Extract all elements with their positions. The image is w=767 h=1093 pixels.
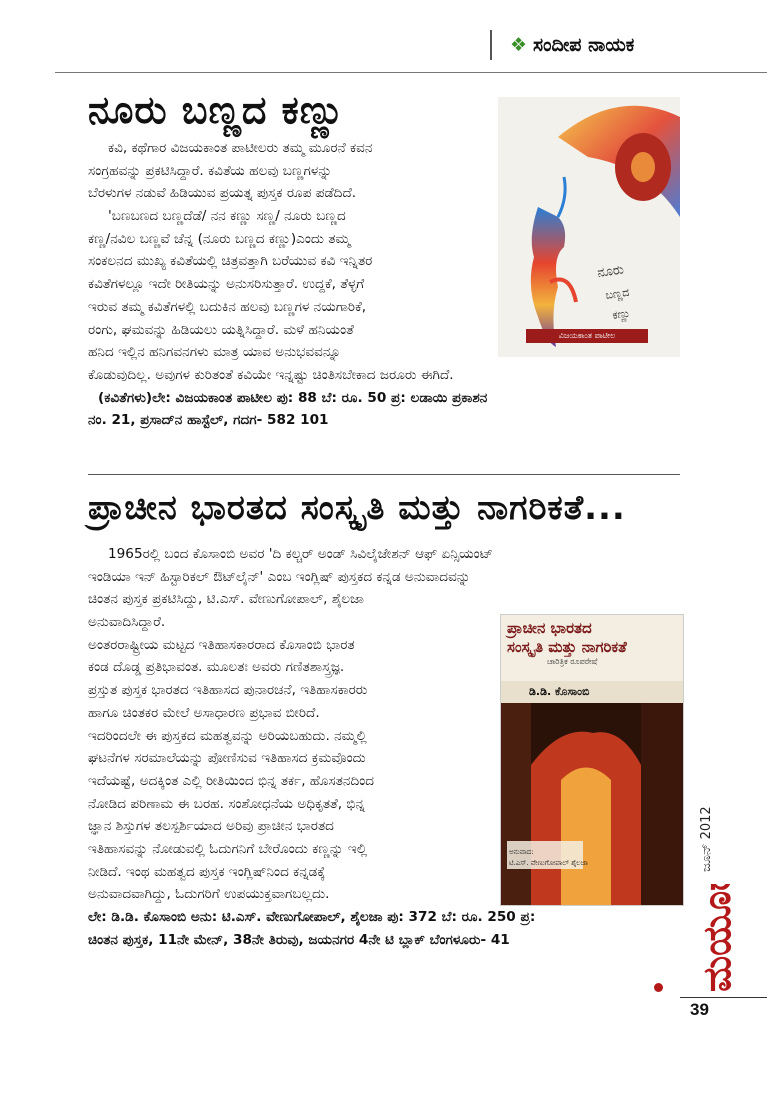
text-line: ಹನಿದ ಇಲ್ಲಿನ ಹನಿಗವನಗಳು ಮಾತ್ರ ಯಾವ ಅನುಭವವನ್ನೂ <box>88 344 341 361</box>
cover-2-title: ಪ್ರಾಚೀನ ಭಾರತದ ಸಂಸ್ಕೃತಿ ಮತ್ತು ನಾಗರಿಕತೆ ಚಾರಿತ್ರಿಕ ರೂಪರೇಷೆ <box>507 619 627 666</box>
text-line: ಅನುವಾದಿಸಿದ್ದಾರೆ. <box>88 614 166 631</box>
book-details-line: ಲೇ: ಡಿ.ಡಿ. ಕೊಸಾಂಬಿ ಅನು: ಟಿ.ಎಸ್. ವೇಣುಗೋಪಾಲ್, ಶೈಲಜಾ ಪು: 372 ಬೆ: ರೂ. 250 ಪ್ರ: <box>88 909 536 925</box>
book-cover-1 <box>498 97 680 357</box>
text-line: 'ಬಣಬಣದ ಬಣ್ಣದೆಡೆ/ ನನ ಕಣ್ಣು ಸಣ್ಣ/ ನೂರು ಬಣ್ಣದ <box>108 208 346 225</box>
column-author <box>510 34 634 56</box>
svg-text:ನೂರು: ನೂರು <box>596 262 625 281</box>
cover-2-translators: ಅನುವಾದ: ಟಿ.ಎಸ್. ವೇಣುಗೋಪಾಲ್ ಶೈಲಜಾ <box>509 848 588 867</box>
text-line: ಬೆರಳುಗಳ ನಡುವೆ ಹಿಡಿಯುವ ಪ್ರಯತ್ನ ಪುಸ್ತಕ ರೂಪ ಪಡೆದಿದೆ. <box>88 185 357 202</box>
text-line: ಕಣ್ಣ/ನವಿಲ ಬಣ್ಣವೆ ಚೆನ್ನ (ನೂರು ಬಣ್ಣದ ಕಣ್ಣು)ಎಂದು ತಮ್ಮ <box>88 230 351 247</box>
magazine-logo-art <box>694 884 738 994</box>
text-line: ಜ್ಞಾನ ಶಿಸ್ತುಗಳ ತಲಸ್ಪರ್ಶಿಯಾದ ಅರಿವು ಪ್ರಾಚೀನ ಭಾರತದ <box>88 818 334 835</box>
svg-text:ಬಣ್ಣದ: ಬಣ್ಣದ <box>604 285 631 302</box>
article1-title: ನೂರು ಬಣ್ಣದ ಕಣ್ಣು <box>88 88 346 132</box>
author-name: ಸಂದೀಪ ನಾಯಕ <box>533 34 635 56</box>
text-line: ಪ್ರಸ್ತುತ ಪುಸ್ತಕ ಭಾರತದ ಇತಿಹಾಸದ ಪುನಾರಚನೆ, ಇತಿಹಾಸಕಾರರು <box>88 682 368 699</box>
cover-1-illustration <box>498 97 680 357</box>
text-line: ಕವಿ, ಕಥೆಗಾರ ವಿಜಯಕಾಂತ ಪಾಟೀಲರು ತಮ್ಮ ಮೂರನೆ ಕವನ <box>108 140 373 156</box>
text-line: ಇದರಿಂದಲೇ ಈ ಪುಸ್ತಕದ ಮಹತ್ವವನ್ನು ಅರಿಯಬಹುದು. ನಮ್ಮಲ್ಲಿ <box>88 727 367 744</box>
text-line: ಕವಿತೆಗಳಲ್ಲೂ ಇದೇ ರೀತಿಯನ್ನು ಅನುಸರಿಸುತ್ತಾರೆ. ಉದ್ದಕೆ, ತೆಳ್ಳಗೆ <box>88 276 365 293</box>
text-line: ಅನುವಾದವಾಗಿದ್ದು, ಓದುಗರಿಗೆ ಉಪಯುಕ್ತವಾಗಬಲ್ಲದು. <box>88 886 330 903</box>
article-divider <box>88 474 680 475</box>
text-line: 1965ರಲ್ಲಿ ಬಂದ ಕೊಸಾಂಬಿ ಅವರ 'ದಿ ಕಲ್ಚರ್ ಅಂಡ್ ಸಿವಿಲೈಜೇಶನ್ ಆಫ್ ಏನ್ಸಿಯಂಟ್ <box>108 546 494 562</box>
text-line: ಇತಿಹಾಸವನ್ನು ನೋಡುವಲ್ಲಿ ಓದುಗನಿಗೆ ಬೇರೊಂದು ಕಣ್ಣನ್ನು ಇಲ್ಲಿ <box>88 840 368 857</box>
text-line: ಕೊಡುವುದಿಲ್ಲ. ಅವುಗಳ ಕುರಿತಂತೆ ಕವಿಯೇ ಇನ್ನಷ್ಟು ಚಿಂತಿಸಬೇಕಾದ ಜರೂರು ಈಗಿದೆ. <box>88 366 454 383</box>
text-line: ಇಂಡಿಯಾ ಇನ್ ಹಿಸ್ಟಾರಿಕಲ್ ಔಟ್‌ಲೈನ್' ಎಂಬ ಇಂಗ್ಲಿಷ್ ಪುಸ್ತಕದ ಕನ್ನಡ ಅನುವಾದವನ್ನು <box>88 568 471 585</box>
svg-text:ಮಯೂರ: ಮಯೂರ <box>695 884 738 992</box>
svg-text:ಕಣ್ಣು: ಕಣ್ಣು <box>611 306 632 322</box>
text-line: ಅಂತರರಾಷ್ಟ್ರೀಯ ಮಟ್ಟದ ಇತಿಹಾಸಕಾರರಾದ ಕೊಸಾಂಬಿ ಭಾರತ <box>88 636 355 653</box>
header-separator <box>490 30 492 60</box>
page-number-rule <box>680 997 767 998</box>
book-details-line: ನಂ. 21, ಪ್ರಸಾದ್‌ನ ಹಾಸ್ಟೆಲ್, ಗದಗ- 582 101 <box>88 412 329 429</box>
text-line: ಕಂಡ ದೊಡ್ಡ ಪ್ರತಿಭಾವಂತ. ಮೂಲತಃ ಅವರು ಗಣಿತಶಾಸ್ತ್ರಜ್ಞ. <box>88 659 345 676</box>
header-rule <box>55 72 767 73</box>
text-line: ಇರುವ ತಮ್ಮ ಕವಿತೆಗಳಲ್ಲಿ ಬದುಕಿನ ಹಲವು ಬಣ್ಣಗಳ ನಯಗಾರಿಕೆ, <box>88 298 367 315</box>
cover-2-author: ಡಿ.ಡಿ. ಕೊಸಾಂಬಿ <box>501 681 683 703</box>
diamond-bullet-icon: ❖ <box>510 34 528 56</box>
magazine-logo <box>694 884 738 994</box>
article1-body <box>88 137 487 432</box>
article2-body <box>88 543 535 951</box>
cover-1-author: ವಿಜಯಕಾಂತ ಪಾಟೀಲ <box>526 329 648 343</box>
text-line: ರಂಗು, ಘಮವನ್ನು ಹಿಡಿಯಲು ಯತ್ನಿಸಿದ್ದಾರೆ. ಮಳೆ ಹನಿಯಂತೆ <box>88 321 354 338</box>
red-dot <box>654 983 663 992</box>
issue-date: ಜೂನ್ 2012 <box>699 806 714 872</box>
book-details-line: ಚಿಂತನ ಪುಸ್ತಕ, 11ನೇ ಮೇನ್, 38ನೇ ತಿರುವು, ಜಯನಗರ 4ನೇ ಟಿ ಬ್ಲಾಕ್ ಬೆಂಗಳೂರು- 41 <box>88 931 510 948</box>
text-line: ಸಂಗ್ರಹವನ್ನು ಪ್ರಕಟಿಸಿದ್ದಾರೆ. ಕವಿತೆಯ ಹಲವು ಬಣ್ಣಗಳನ್ನು <box>88 162 332 179</box>
text-line: ನೋಡಿದ ಪರಿಣಾಮ ಈ ಬರಹ. ಸಂಶೋಧನೆಯ ಅಧಿಕೃತತೆ, ಭಿನ್ನ <box>88 795 365 812</box>
text-line: ಹಾಗೂ ಚಿಂತಕರ ಮೇಲೆ ಅಸಾಧಾರಣ ಪ್ರಭಾವ ಬೀರಿದೆ. <box>88 704 320 721</box>
text-line: ಇದೆಯಷ್ಟೆ, ಅದಕ್ಕಿಂತ ಎಲ್ಲಿ ರೀತಿಯಿಂದ ಭಿನ್ನ ತರ್ಕ, ಹೊಸತನದಿಂದ <box>88 772 375 789</box>
page-number: 39 <box>690 1000 709 1019</box>
article2-title: ಪ್ರಾಚೀನ ಭಾರತದ ಸಂಸ್ಕೃತಿ ಮತ್ತು ನಾಗರಿಕತೆ... <box>88 488 626 528</box>
text-line: ಸಂಕಲನದ ಮುಖ್ಯ ಕವಿತೆಯಲ್ಲಿ ಚಿತ್ರವತ್ತಾಗಿ ಬರೆಯುವ ಕವಿ ಇನ್ನಿತರ <box>88 253 373 270</box>
text-line: ಘಟನೆಗಳ ಸರಮಾಲೆಯನ್ನು ಪೋಣಿಸುವ ಇತಿಹಾಸದ ಕ್ರಮವೊಂದು <box>88 750 366 767</box>
text-line: ಚಿಂತನ ಪುಸ್ತಕ ಪ್ರಕಟಿಸಿದ್ದು, ಟಿ.ಎಸ್. ವೇಣುಗೋಪಾಲ್, ಶೈಲಜಾ <box>88 591 364 608</box>
book-details-line: (ಕವಿತೆಗಳು)ಲೇ: ವಿಜಯಕಾಂತ ಪಾಟೀಲ ಪು: 88 ಬೆ: ರೂ. 50 ಪ್ರ: ಲಡಾಯಿ ಪ್ರಕಾಶನ <box>98 389 488 406</box>
text-line: ನೀಡಿದೆ. ಇಂಥ ಮಹತ್ವದ ಪುಸ್ತಕ ಇಂಗ್ಲಿಷ್‌ನಿಂದ ಕನ್ನಡಕ್ಕೆ <box>88 863 326 880</box>
